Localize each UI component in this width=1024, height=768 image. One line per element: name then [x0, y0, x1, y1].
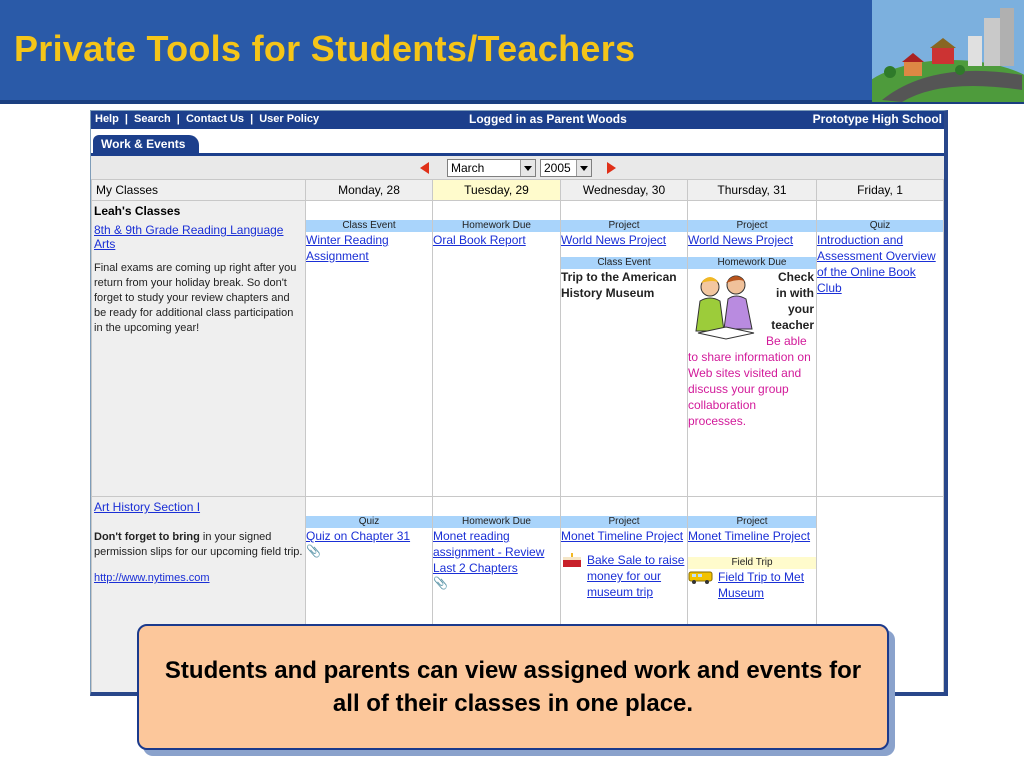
- contact-us-link[interactable]: Contact Us: [185, 113, 245, 125]
- callout-box: [137, 624, 889, 750]
- thursday-cell: [688, 201, 817, 497]
- event-type-label: Project: [688, 516, 816, 528]
- event-link[interactable]: Oral Book Report: [433, 233, 526, 247]
- cake-icon: [561, 552, 583, 568]
- next-week-arrow-icon[interactable]: [607, 162, 616, 174]
- column-header-friday: Friday, 1: [817, 180, 944, 201]
- event-type-label: Project: [561, 220, 687, 232]
- event-title: Trip to the American History Museum: [561, 270, 677, 300]
- event-link[interactable]: Bake Sale to raise money for our museum trip: [587, 553, 685, 599]
- column-header-monday: Monday, 28: [306, 180, 433, 201]
- column-header-wednesday: Wednesday, 30: [561, 180, 688, 201]
- search-link[interactable]: Search: [134, 113, 171, 125]
- previous-week-arrow-icon[interactable]: [420, 162, 429, 174]
- school-name: Prototype High School: [812, 112, 942, 126]
- class-link-art-history[interactable]: Art History Section I: [94, 500, 201, 514]
- event-link[interactable]: Quiz on Chapter 31: [306, 529, 411, 543]
- event-type-label: Project: [561, 516, 687, 528]
- event-link[interactable]: Monet Timeline Project: [561, 529, 684, 543]
- tab-row: [91, 129, 944, 156]
- wednesday-cell: [561, 201, 688, 497]
- year-select[interactable]: [540, 159, 592, 177]
- column-header-my-classes: My Classes: [92, 180, 306, 201]
- town-illustration: [872, 0, 1024, 102]
- calendar-grid: [91, 179, 944, 696]
- class-note: Final exams are coming up right after you return from your holiday break. So don't forget to study your review chapters and be ready for additional class participation in the upcoming year!: [94, 262, 297, 334]
- column-header-tuesday: Tuesday, 29: [433, 180, 561, 201]
- dropdown-arrow-icon[interactable]: [520, 160, 535, 176]
- slide-title: Private Tools for Students/Teachers: [14, 28, 636, 69]
- monday-cell: [306, 201, 433, 497]
- event-link[interactable]: Monet Timeline Project: [688, 529, 811, 543]
- url-link[interactable]: http://www.nytimes.com: [94, 572, 210, 584]
- column-header-thursday: Thursday, 31: [688, 180, 817, 201]
- work-events-app: [90, 110, 948, 696]
- event-type-label: Quiz: [306, 516, 432, 528]
- top-nav-bar: Help | Search | Contact Us | User Policy Logged in as Parent Woods Prototype High School: [91, 111, 944, 129]
- dropdown-arrow-icon[interactable]: [576, 160, 591, 176]
- tab-work-events[interactable]: Work & Events: [93, 135, 199, 153]
- event-type-label: Field Trip: [688, 557, 816, 569]
- event-link[interactable]: World News Project: [688, 233, 794, 247]
- event-title: Check in with your teacher: [771, 270, 814, 332]
- event-link[interactable]: Winter Reading Assignment: [306, 233, 389, 263]
- help-link[interactable]: Help: [95, 113, 119, 125]
- event-type-label: Project: [688, 220, 816, 232]
- logged-in-status: Logged in as Parent Woods: [469, 112, 627, 126]
- event-type-label: Class Event: [306, 220, 432, 232]
- event-link[interactable]: Monet reading assignment - Review Last 2 Chapters: [433, 529, 545, 575]
- tuesday-cell: [433, 201, 561, 497]
- event-link[interactable]: Field Trip to Met Museum: [718, 570, 805, 600]
- user-policy-link[interactable]: User Policy: [259, 113, 320, 125]
- event-type-label: Class Event: [561, 257, 687, 269]
- month-value: March: [451, 161, 485, 175]
- classes-heading: Leah's Classes: [94, 204, 181, 218]
- month-select[interactable]: [447, 159, 536, 177]
- callout-text: Students and parents can view assigned work and events for all of their classes in one place.: [164, 657, 862, 717]
- event-type-label: Homework Due: [688, 257, 816, 269]
- paperclip-icon: 📎: [433, 576, 448, 590]
- friday-cell: [817, 201, 944, 497]
- event-type-label: Homework Due: [433, 516, 560, 528]
- event-link[interactable]: Introduction and Assessment Overview of the Online Book Club: [817, 233, 936, 295]
- class-row: [92, 201, 944, 497]
- slide-header: [0, 0, 1024, 104]
- event-type-label: Quiz: [817, 220, 943, 232]
- school-bus-icon: [688, 569, 714, 585]
- paperclip-icon: 📎: [306, 544, 321, 558]
- note-text: in your signed permission slips for our upcoming field trip.: [94, 531, 303, 558]
- event-link[interactable]: World News Project: [561, 233, 667, 247]
- class-note: [94, 530, 303, 560]
- year-value: 2005: [544, 161, 571, 175]
- date-navigation: [91, 156, 944, 181]
- class-info-cell: [92, 201, 306, 497]
- class-link-reading[interactable]: 8th & 9th Grade Reading Language Arts: [94, 223, 284, 251]
- event-type-label: Homework Due: [433, 220, 560, 232]
- students-reading-icon: [688, 271, 764, 341]
- event-description: Be able to share information on Web sites visited and discuss your group collaboration processes.: [688, 334, 811, 428]
- note-emphasis: Don't forget to bring: [94, 531, 200, 543]
